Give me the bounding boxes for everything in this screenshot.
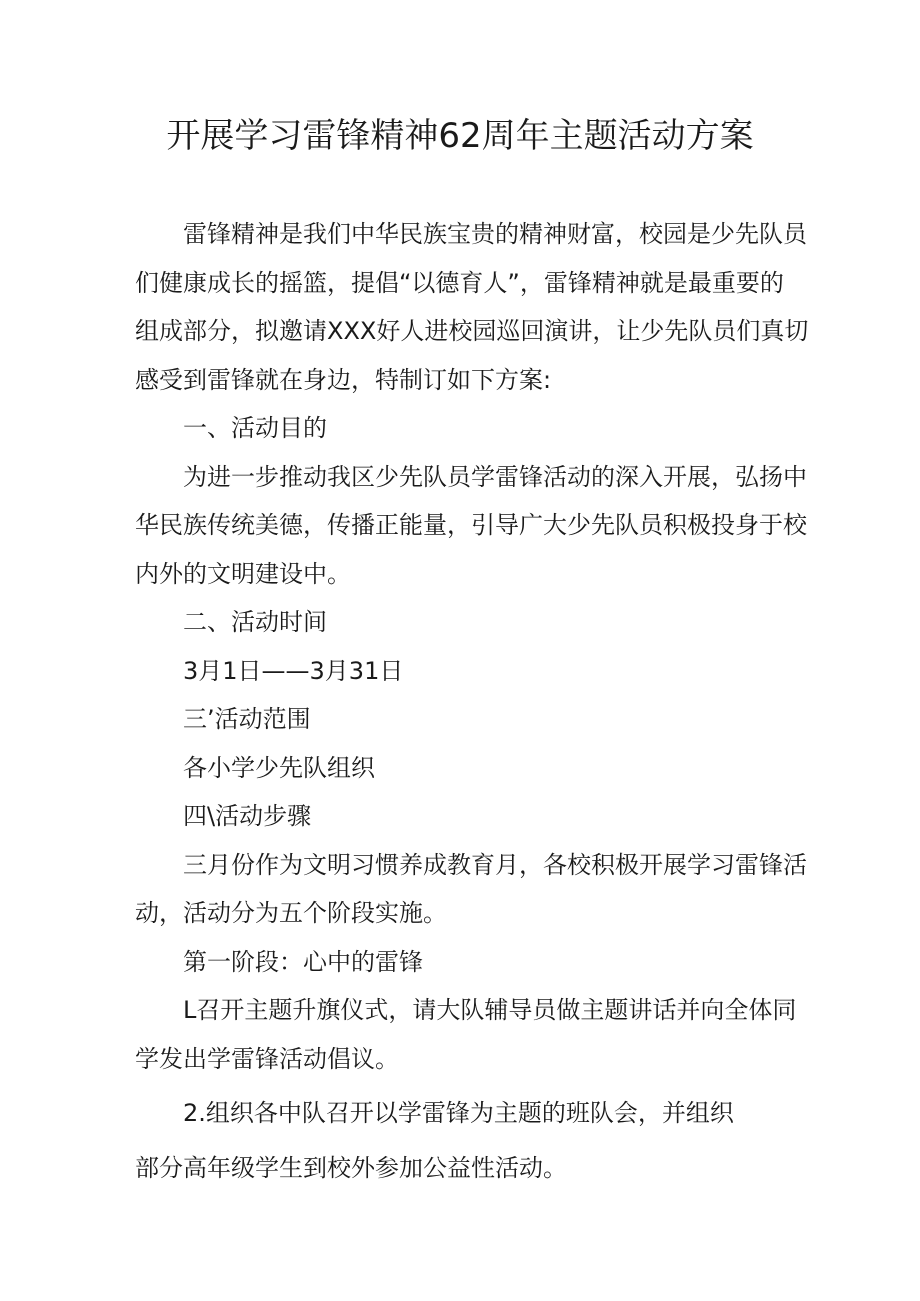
section-heading: 第一阶段：心中的雷锋: [183, 947, 423, 976]
section-heading: 四\活动步骤: [183, 802, 312, 830]
section-heading: 一、活动目的: [183, 414, 327, 442]
paragraph-line: 动，活动分为五个阶段实施。: [135, 899, 447, 927]
paragraph-line: 们健康成长的摇篮，提倡“以德育人”，雷锋精神就是最重要的: [135, 268, 784, 297]
document-title: 开展学习雷锋精神62周年主题活动方案: [166, 116, 754, 156]
paragraph-line: 部分高年级学生到校外参加公益性活动。: [135, 1153, 567, 1182]
paragraph-line: 内外的文明建设中。: [135, 559, 351, 588]
paragraph-line: 为进一步推动我区少先队员学雷锋活动的深入开展，弘扬中: [183, 462, 807, 491]
section-heading: 二、活动时间: [183, 608, 327, 636]
paragraph-line: L召开主题升旗仪式，请大队辅导员做主题讲话并向全体同: [183, 996, 797, 1024]
paragraph-line: 学发出学雷锋活动倡议。: [135, 1044, 399, 1073]
paragraph-line: 各小学少先队组织: [183, 753, 375, 782]
paragraph-line: 雷锋精神是我们中华民族宝贵的精神财富，校园是少先队员: [183, 220, 807, 248]
document-body: [135, 210, 809, 1192]
section-heading: 三’活动范围: [183, 705, 311, 733]
paragraph-line: 感受到雷锋就在身边，特制订如下方案:: [135, 365, 552, 394]
paragraph-line: 组成部分，拟邀请XXX好人进校园巡回演讲，让少先队员们真切: [135, 317, 809, 345]
paragraph-line: 华民族传统美德，传播正能量，引导广大少先队员积极投身于校: [135, 511, 807, 539]
paragraph-line: 三月份作为文明习惯养成教育月，各校积极开展学习雷锋活: [183, 850, 807, 879]
paragraph-line: 3月1日——3月31日: [183, 656, 404, 685]
paragraph-line: 2.组织各中队召开以学雷锋为主题的班队会，并组织: [183, 1099, 734, 1127]
